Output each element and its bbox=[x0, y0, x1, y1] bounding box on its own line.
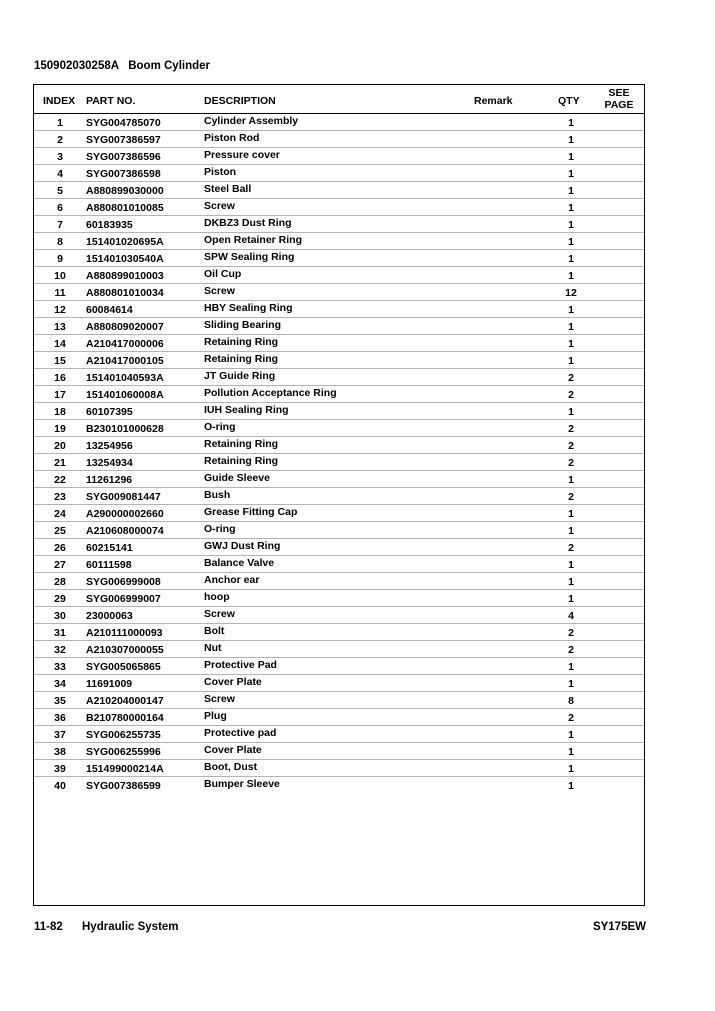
row-index: 21 bbox=[54, 457, 66, 469]
table-row bbox=[34, 199, 644, 216]
row-description: Retaining Ring bbox=[204, 455, 279, 467]
row-part-no: A880801010034 bbox=[86, 287, 164, 299]
row-qty: 2 bbox=[568, 712, 574, 724]
row-index: 28 bbox=[54, 576, 66, 588]
row-part-no: A210417000105 bbox=[86, 355, 164, 367]
row-part-no: SYG006255996 bbox=[86, 746, 161, 758]
row-index: 14 bbox=[54, 338, 66, 350]
table-row bbox=[34, 675, 644, 692]
row-description: Anchor ear bbox=[204, 574, 260, 586]
row-index: 38 bbox=[54, 746, 66, 758]
row-index: 29 bbox=[54, 593, 66, 605]
row-part-no: 13254934 bbox=[86, 457, 133, 469]
row-qty: 1 bbox=[568, 474, 574, 486]
row-part-no: 60215141 bbox=[86, 542, 133, 554]
table-body bbox=[34, 114, 644, 794]
row-qty: 1 bbox=[568, 270, 574, 282]
table-row bbox=[34, 301, 644, 318]
row-qty: 2 bbox=[568, 491, 574, 503]
row-qty: 2 bbox=[568, 542, 574, 554]
table-row bbox=[34, 488, 644, 505]
row-description: JT Guide Ring bbox=[204, 370, 276, 382]
row-index: 33 bbox=[54, 661, 66, 673]
row-part-no: SYG006999007 bbox=[86, 593, 161, 605]
row-index: 12 bbox=[54, 304, 66, 316]
table-row bbox=[34, 590, 644, 607]
row-part-no: 60183935 bbox=[86, 219, 133, 231]
row-qty: 1 bbox=[568, 593, 574, 605]
row-description: Boot, Dust bbox=[204, 761, 258, 773]
row-description: Retaining Ring bbox=[204, 438, 279, 450]
row-qty: 2 bbox=[568, 440, 574, 452]
row-part-no: A210204000147 bbox=[86, 695, 164, 707]
row-qty: 4 bbox=[568, 610, 574, 622]
row-index: 11 bbox=[54, 287, 66, 299]
row-part-no: 60107395 bbox=[86, 406, 133, 418]
row-description: Screw bbox=[204, 285, 235, 297]
row-part-no: SYG004785070 bbox=[86, 117, 161, 129]
row-part-no: 151401060008A bbox=[86, 389, 164, 401]
row-part-no: 23000063 bbox=[86, 610, 133, 622]
row-index: 31 bbox=[54, 627, 66, 639]
row-qty: 1 bbox=[568, 168, 574, 180]
table-row bbox=[34, 216, 644, 233]
row-part-no: SYG007386599 bbox=[86, 780, 161, 792]
table-row bbox=[34, 471, 644, 488]
row-description: O-ring bbox=[204, 421, 236, 433]
row-description: Open Retainer Ring bbox=[204, 234, 303, 246]
row-qty: 2 bbox=[568, 644, 574, 656]
row-description: Steel Ball bbox=[204, 183, 252, 195]
row-description: Pressure cover bbox=[204, 149, 280, 161]
row-description: Guide Sleeve bbox=[204, 472, 270, 484]
table-row bbox=[34, 760, 644, 777]
row-part-no: SYG009081447 bbox=[86, 491, 161, 503]
row-index: 36 bbox=[54, 712, 66, 724]
table-row bbox=[34, 556, 644, 573]
row-part-no: SYG005065865 bbox=[86, 661, 161, 673]
table-row bbox=[34, 539, 644, 556]
row-description: Cover Plate bbox=[204, 744, 262, 756]
row-part-no: A880899010003 bbox=[86, 270, 164, 282]
row-qty: 12 bbox=[565, 287, 577, 299]
row-qty: 1 bbox=[568, 134, 574, 146]
row-qty: 2 bbox=[568, 372, 574, 384]
header-see-page-line1: SEE bbox=[608, 87, 630, 99]
table-row bbox=[34, 777, 644, 794]
row-index: 35 bbox=[54, 695, 66, 707]
table-row bbox=[34, 403, 644, 420]
row-description: HBY Sealing Ring bbox=[204, 302, 293, 314]
row-description: Nut bbox=[204, 642, 222, 654]
table-row bbox=[34, 318, 644, 335]
row-part-no: A210111000093 bbox=[86, 627, 163, 639]
table-row bbox=[34, 369, 644, 386]
row-description: Sliding Bearing bbox=[204, 319, 282, 331]
row-description: hoop bbox=[204, 591, 230, 603]
row-index: 17 bbox=[54, 389, 66, 401]
row-qty: 2 bbox=[568, 627, 574, 639]
row-index: 8 bbox=[57, 236, 63, 248]
row-part-no: A880801010085 bbox=[86, 202, 164, 214]
row-description: Cylinder Assembly bbox=[204, 115, 299, 127]
row-index: 22 bbox=[54, 474, 66, 486]
parts-table bbox=[33, 84, 645, 906]
row-qty: 1 bbox=[568, 304, 574, 316]
row-index: 24 bbox=[54, 508, 66, 520]
row-description: Bush bbox=[204, 489, 231, 501]
row-index: 18 bbox=[54, 406, 66, 418]
row-part-no: A880809020007 bbox=[86, 321, 164, 333]
row-qty: 1 bbox=[568, 746, 574, 758]
row-description: Plug bbox=[204, 710, 227, 722]
row-description: Screw bbox=[204, 200, 235, 212]
row-qty: 1 bbox=[568, 763, 574, 775]
row-qty: 1 bbox=[568, 559, 574, 571]
table-row bbox=[34, 114, 644, 131]
row-qty: 1 bbox=[568, 321, 574, 333]
row-qty: 1 bbox=[568, 508, 574, 520]
row-index: 40 bbox=[54, 780, 66, 792]
table-row bbox=[34, 692, 644, 709]
row-description: Grease Fitting Cap bbox=[204, 506, 298, 518]
row-index: 34 bbox=[54, 678, 66, 690]
row-index: 1 bbox=[57, 117, 63, 129]
row-qty: 1 bbox=[568, 185, 574, 197]
header-index: INDEX bbox=[43, 95, 76, 107]
row-index: 3 bbox=[57, 151, 63, 163]
row-part-no: 151401030540A bbox=[86, 253, 164, 265]
row-description: Cover Plate bbox=[204, 676, 262, 688]
row-qty: 1 bbox=[568, 661, 574, 673]
row-description: Piston Rod bbox=[204, 132, 260, 144]
row-qty: 1 bbox=[568, 729, 574, 741]
row-index: 37 bbox=[54, 729, 66, 741]
header-remark: Remark bbox=[474, 95, 513, 107]
row-description: Pollution Acceptance Ring bbox=[204, 387, 337, 399]
row-part-no: A210608000074 bbox=[86, 525, 164, 537]
table-row bbox=[34, 352, 644, 369]
row-part-no: 151401020695A bbox=[86, 236, 164, 248]
row-part-no: SYG006255735 bbox=[86, 729, 161, 741]
table-row bbox=[34, 726, 644, 743]
table-row bbox=[34, 658, 644, 675]
row-qty: 2 bbox=[568, 457, 574, 469]
row-description: O-ring bbox=[204, 523, 236, 535]
row-part-no: 151499000214A bbox=[86, 763, 164, 775]
table-row bbox=[34, 386, 644, 403]
table-row bbox=[34, 607, 644, 624]
row-description: SPW Sealing Ring bbox=[204, 251, 295, 263]
footer-section: Hydraulic System bbox=[82, 921, 179, 933]
row-description: Protective pad bbox=[204, 727, 277, 739]
row-index: 5 bbox=[57, 185, 63, 197]
row-part-no: SYG007386596 bbox=[86, 151, 161, 163]
row-part-no: 60084614 bbox=[86, 304, 133, 316]
row-description: Protective Pad bbox=[204, 659, 277, 671]
table-row bbox=[34, 233, 644, 250]
table-row bbox=[34, 709, 644, 726]
document-title: 150902030258A Boom Cylinder bbox=[34, 60, 210, 72]
row-description: Retaining Ring bbox=[204, 353, 279, 365]
header-description: DESCRIPTION bbox=[204, 95, 276, 107]
row-description: Bumper Sleeve bbox=[204, 778, 280, 790]
table-header bbox=[34, 85, 644, 114]
row-index: 7 bbox=[57, 219, 63, 231]
row-part-no: 151401040593A bbox=[86, 372, 164, 384]
row-description: Piston bbox=[204, 166, 237, 178]
row-index: 23 bbox=[54, 491, 66, 503]
row-part-no: SYG007386598 bbox=[86, 168, 161, 180]
row-part-no: A210307000055 bbox=[86, 644, 164, 656]
row-part-no: 13254956 bbox=[86, 440, 133, 452]
row-qty: 8 bbox=[568, 695, 574, 707]
table-row bbox=[34, 454, 644, 471]
row-qty: 1 bbox=[568, 355, 574, 367]
table-row bbox=[34, 284, 644, 301]
row-qty: 1 bbox=[568, 780, 574, 792]
row-qty: 1 bbox=[568, 525, 574, 537]
table-row bbox=[34, 267, 644, 284]
table-row bbox=[34, 182, 644, 199]
row-description: Retaining Ring bbox=[204, 336, 279, 348]
table-row bbox=[34, 148, 644, 165]
row-index: 25 bbox=[54, 525, 66, 537]
row-qty: 1 bbox=[568, 406, 574, 418]
row-index: 13 bbox=[54, 321, 66, 333]
row-qty: 1 bbox=[568, 202, 574, 214]
header-see-page-line2: PAGE bbox=[604, 99, 634, 111]
row-part-no: A880899030000 bbox=[86, 185, 164, 197]
row-part-no: A210417000006 bbox=[86, 338, 164, 350]
footer-model: SY175EW bbox=[592, 921, 646, 933]
table-row bbox=[34, 335, 644, 352]
row-part-no: B210780000164 bbox=[86, 712, 164, 724]
row-description: Screw bbox=[204, 693, 235, 705]
row-qty: 2 bbox=[568, 389, 574, 401]
row-qty: 1 bbox=[568, 151, 574, 163]
row-description: Screw bbox=[204, 608, 235, 620]
table-row bbox=[34, 131, 644, 148]
row-part-no: 11691009 bbox=[86, 678, 133, 690]
row-qty: 2 bbox=[568, 423, 574, 435]
row-qty: 1 bbox=[568, 219, 574, 231]
row-qty: 1 bbox=[568, 253, 574, 265]
row-part-no: 60111598 bbox=[86, 559, 132, 571]
row-index: 16 bbox=[54, 372, 66, 384]
row-index: 20 bbox=[54, 440, 66, 452]
table-row bbox=[34, 420, 644, 437]
row-index: 15 bbox=[54, 355, 66, 367]
table-row bbox=[34, 437, 644, 454]
table-row bbox=[34, 743, 644, 760]
row-part-no: B230101000628 bbox=[86, 423, 164, 435]
table-row bbox=[34, 641, 644, 658]
row-part-no: SYG007386597 bbox=[86, 134, 161, 146]
row-part-no: SYG006999008 bbox=[86, 576, 161, 588]
table-row bbox=[34, 624, 644, 641]
row-description: Balance Valve bbox=[204, 557, 275, 569]
row-index: 4 bbox=[57, 168, 63, 180]
table-row bbox=[34, 522, 644, 539]
row-description: Bolt bbox=[204, 625, 225, 637]
table-row bbox=[34, 165, 644, 182]
row-index: 10 bbox=[54, 270, 66, 282]
row-index: 32 bbox=[54, 644, 66, 656]
row-index: 30 bbox=[54, 610, 66, 622]
row-description: GWJ Dust Ring bbox=[204, 540, 281, 552]
row-qty: 1 bbox=[568, 236, 574, 248]
table-row bbox=[34, 505, 644, 522]
row-part-no: A290000002660 bbox=[86, 508, 164, 520]
row-description: Oil Cup bbox=[204, 268, 242, 280]
row-description: IUH Sealing Ring bbox=[204, 404, 289, 416]
row-qty: 1 bbox=[568, 576, 574, 588]
footer-page-number: 11-82 bbox=[34, 921, 63, 933]
row-qty: 1 bbox=[568, 338, 574, 350]
table-row bbox=[34, 573, 644, 590]
row-index: 9 bbox=[57, 253, 63, 265]
row-part-no: 11261296 bbox=[86, 474, 133, 486]
row-description: DKBZ3 Dust Ring bbox=[204, 217, 292, 229]
row-index: 26 bbox=[54, 542, 66, 554]
row-qty: 1 bbox=[568, 117, 574, 129]
header-part-no: PART NO. bbox=[86, 95, 136, 107]
row-index: 2 bbox=[57, 134, 63, 146]
header-qty: QTY bbox=[558, 95, 580, 107]
table-row bbox=[34, 250, 644, 267]
row-index: 19 bbox=[54, 423, 66, 435]
row-index: 6 bbox=[57, 202, 63, 214]
row-index: 27 bbox=[54, 559, 66, 571]
row-qty: 1 bbox=[568, 678, 574, 690]
row-index: 39 bbox=[54, 763, 66, 775]
header-see-page bbox=[594, 87, 644, 111]
